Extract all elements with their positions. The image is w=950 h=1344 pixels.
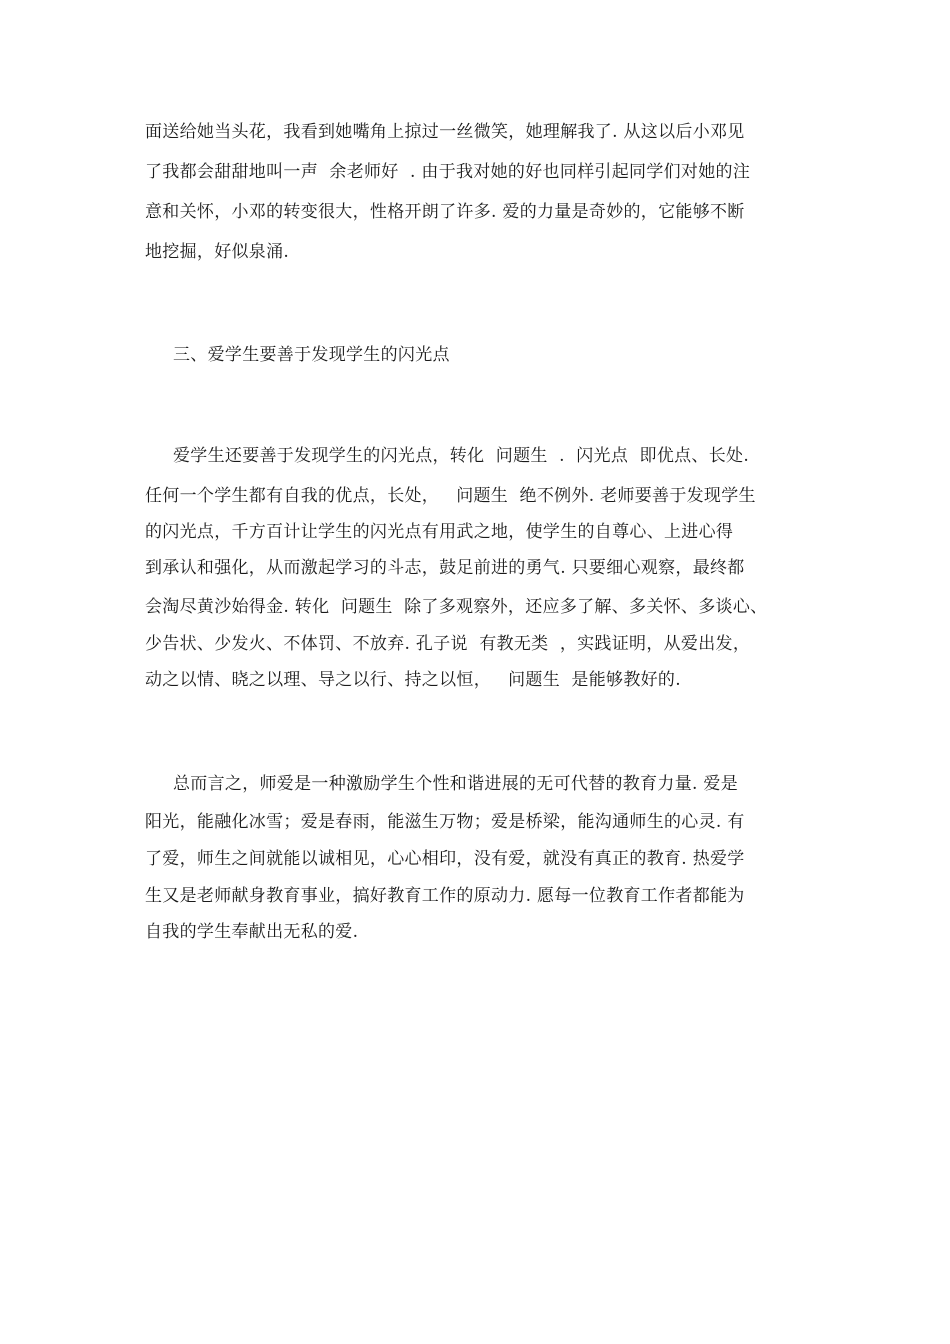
- text-line: 动之以情、晓之以理、导之以行、持之以恒， 问题生 是能够教好的.: [145, 670, 681, 690]
- text-line: 阳光，能融化冰雪；爱是春雨，能滋生万物；爱是桥梁，能沟通师生的心灵. 有: [145, 812, 745, 832]
- text-line: 到承认和强化，从而激起学习的斗志，鼓足前进的勇气. 只要细心观察，最终都: [145, 558, 745, 578]
- text-line: 爱学生还要善于发现学生的闪光点，转化 问题生 . 闪光点 即优点、长处.: [173, 446, 750, 466]
- text-line: 任何一个学生都有自我的优点，长处， 问题生 绝不例外. 老师要善于发现学生: [145, 486, 756, 506]
- text-line: 的闪光点，千方百计让学生的闪光点有用武之地，使学生的自尊心、上进心得: [145, 522, 734, 542]
- text-line: 意和关怀，小邓的转变很大，性格开朗了许多. 爱的力量是奇妙的，它能够不断: [145, 202, 745, 222]
- text-line: 自我的学生奉献出无私的爱.: [145, 922, 359, 942]
- section-heading: 三、爱学生要善于发现学生的闪光点: [173, 345, 450, 365]
- text-line: 了我都会甜甜地叫一声 余老师好 . 由于我对她的好也同样引起同学们对她的注: [145, 162, 751, 182]
- text-line: 生又是老师献身教育事业，搞好教育工作的原动力. 愿每一位教育工作者都能为: [145, 886, 745, 906]
- text-line: 会淘尽黄沙始得金. 转化 问题生 除了多观察外，还应多了解、多关怀、多谈心、: [145, 597, 768, 617]
- text-line: 少告状、少发火、不体罚、不放弃. 孔子说 有教无类 ，实践证明，从爱出发，: [145, 634, 751, 654]
- text-line: 了爱，师生之间就能以诚相见，心心相印，没有爱，就没有真正的教育. 热爱学: [145, 849, 745, 869]
- text-line: 面送给她当头花，我看到她嘴角上掠过一丝微笑，她理解我了. 从这以后小邓见: [145, 122, 745, 142]
- text-line: 地挖掘，好似泉涌.: [145, 242, 290, 262]
- text-line: 总而言之，师爱是一种激励学生个性和谐进展的无可代替的教育力量. 爱是: [173, 774, 739, 794]
